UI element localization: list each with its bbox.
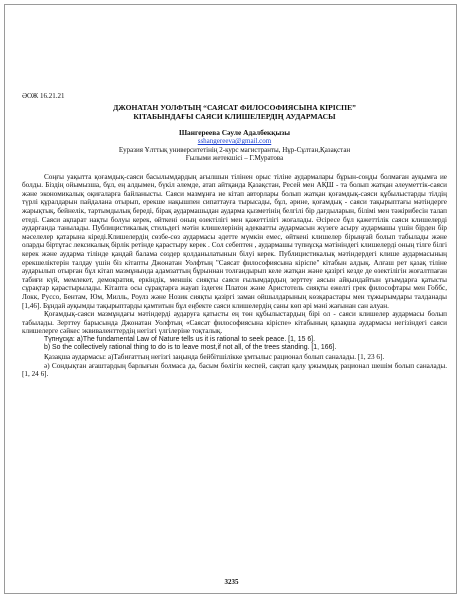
example-original-b: b) So the collectively rational thing to do is to leave most,if not all, of the trees standing. [1, 166]. xyxy=(44,344,337,352)
page-number: 3235 xyxy=(224,578,239,586)
example-original-a: Түпнұсқа: a)The fundamental Law of Nature tells us it is rational to seek peace. [1, 15 6]. xyxy=(44,335,315,343)
paragraph-2: Қоғамдық-саяси мазмұндағы мәтіндерді аударуға қатысты ең төн құбылыстардың бірі ол - саяси клишелер аудармасы болып табылады. Зерттеу барысында Джонатан Уолфтың «Саясат философиясына кіріспе» кітабының қазақша аудармасы негізіндегі саяси клишелерге сәйкес эквиваленттердің негізгі үлгілеріне тоқталық. xyxy=(22,310,447,336)
title-line-2: КІТАБЫНДАҒЫ САЯСИ КЛИШЕЛЕРДІҢ АУДАРМАСЫ xyxy=(133,111,336,121)
paper-page xyxy=(22,92,447,379)
author-name: Шангереева Сәуле Адалбекқызы xyxy=(178,127,291,137)
paper-body xyxy=(22,173,447,379)
example-translation-b: ә) Сондықтан ағаштардың барлығын болмаса да, басым бөлігін кеспей, сақтап қалу ұжымдық рационал шешім болып саналады. [1, 24 6]. xyxy=(22,361,447,379)
example-translation-a: Қазақша аудармасы: а)Табиғаттың негізгі заңында бейбітшілікке ұмтылыс рационал болып саналады. [1, 23 6]. xyxy=(44,353,385,362)
author-affiliation: Еуразия Ұлттық университетінің 2-курс магистранты, Нұр-Сұлтан,Қазақстан xyxy=(118,145,351,154)
paragraph-1: Соңғы уақытта қоғамдық-саяси басылымдардың ағылшын тілінен орыс тіліне аудармалары бұрын-соңды болмаған ауқымға ие болды. Біздің ойымызша, бұл, ең алдымен, бүкіл әлемде, атап айтқанда Қазақстан, Ресей мен АҚШ - та болып жатқан әлеуметтік-саяси және экономикалық оқиғаларға байланысты. Саяси мазмұнға ие кітап авторлары болып жатқан қоғамдық-саяси құбылыстарды тілдің түрлі құралдарын пайдалана отырып, ерекше нақышпен сипаттауға тырысады, бұл, әрине, қоғамдық - саяси тақырыптағы мәтіндерге жарықтық, бейнелік, тартымдылық береді, бірақ аудармашыдан аударма қызметінің белгілі бір дағдыларын, білімі мен тәжірибесін талап етеді. Саяси ақпарат нақты болуы керек, өйткені оның өзектілігі мен қажеттілігі жоғалады. Әсіресе бұл қажеттілік саяси клишелерді аударғанда танылады. Публицистикалық стильдегі мәтін клишелерінің адекватты аудармасын жүзеге асыру аудармашы үшін бірден бір мәселелер қатарына кіреді.Клишелердің сөзбе-сөз аудармасы әдетте мүмкін емес, өйткені клишелер бірыңғай болып табылады және оларды біртұтас лексикалық бірлік ретінде қарастыру керек . Сол себептен , аудармашы түпнұсқа мәтініндегі клишелерді оның тілге білгі керек және аударма тілінде қандай балама сөздер қолданылатынын білуі керек. Публицистикалық мәтіндердегі клише аудармасының ерекшеліктерін талдау үшін біз кітапты Джонатан Уолфтың "Саясат философиясына кіріспе" кітабын алдық. Алғаш рет қазақ тіліне аударылып отырған бұл кітап мазмұнында адамзаттың бұрыннан толғандырып келе жатқан және қазіргі кезде де өзектілігін жоғалтпаған табиғи күй, мемлекет, демократия, еркіндік, меншік сияқты саяси ғылымдардың зерттеу аясын айқындайтын ұғымдарға қатысты сұрақтар қарастырылады. Кітапта осы сұрақтарға жауап іздеген Платон және Аристотель сияқты ежелгі грек философтары мен Гоббс, Локк, Руссо, Бентам, Юм, Милль, Роулз және Нозик сияқты қазіргі заман ойшылдарының көзқарастары мен тұжырымдары талданады [1,46]. Бұндай ауқымды тақырыптарды қамтитын бұл еңбекте саяси клишелердің саны көп әрі мәні жағынан сан алуан. xyxy=(22,172,447,310)
supervisor: Ғылыми жетекшісі – Г.Муратова xyxy=(185,154,284,163)
udk-code: ӘОЖ 16.21.21 xyxy=(22,92,65,100)
title-line-1: ДЖОНАТАН УОЛФТЫҢ “САЯСАТ ФИЛОСОФИЯСЫНА КІРІСПЕ” xyxy=(113,102,356,112)
author-email-link[interactable]: sshangereeva@gmail.com xyxy=(197,137,272,146)
paper-title xyxy=(22,103,447,121)
